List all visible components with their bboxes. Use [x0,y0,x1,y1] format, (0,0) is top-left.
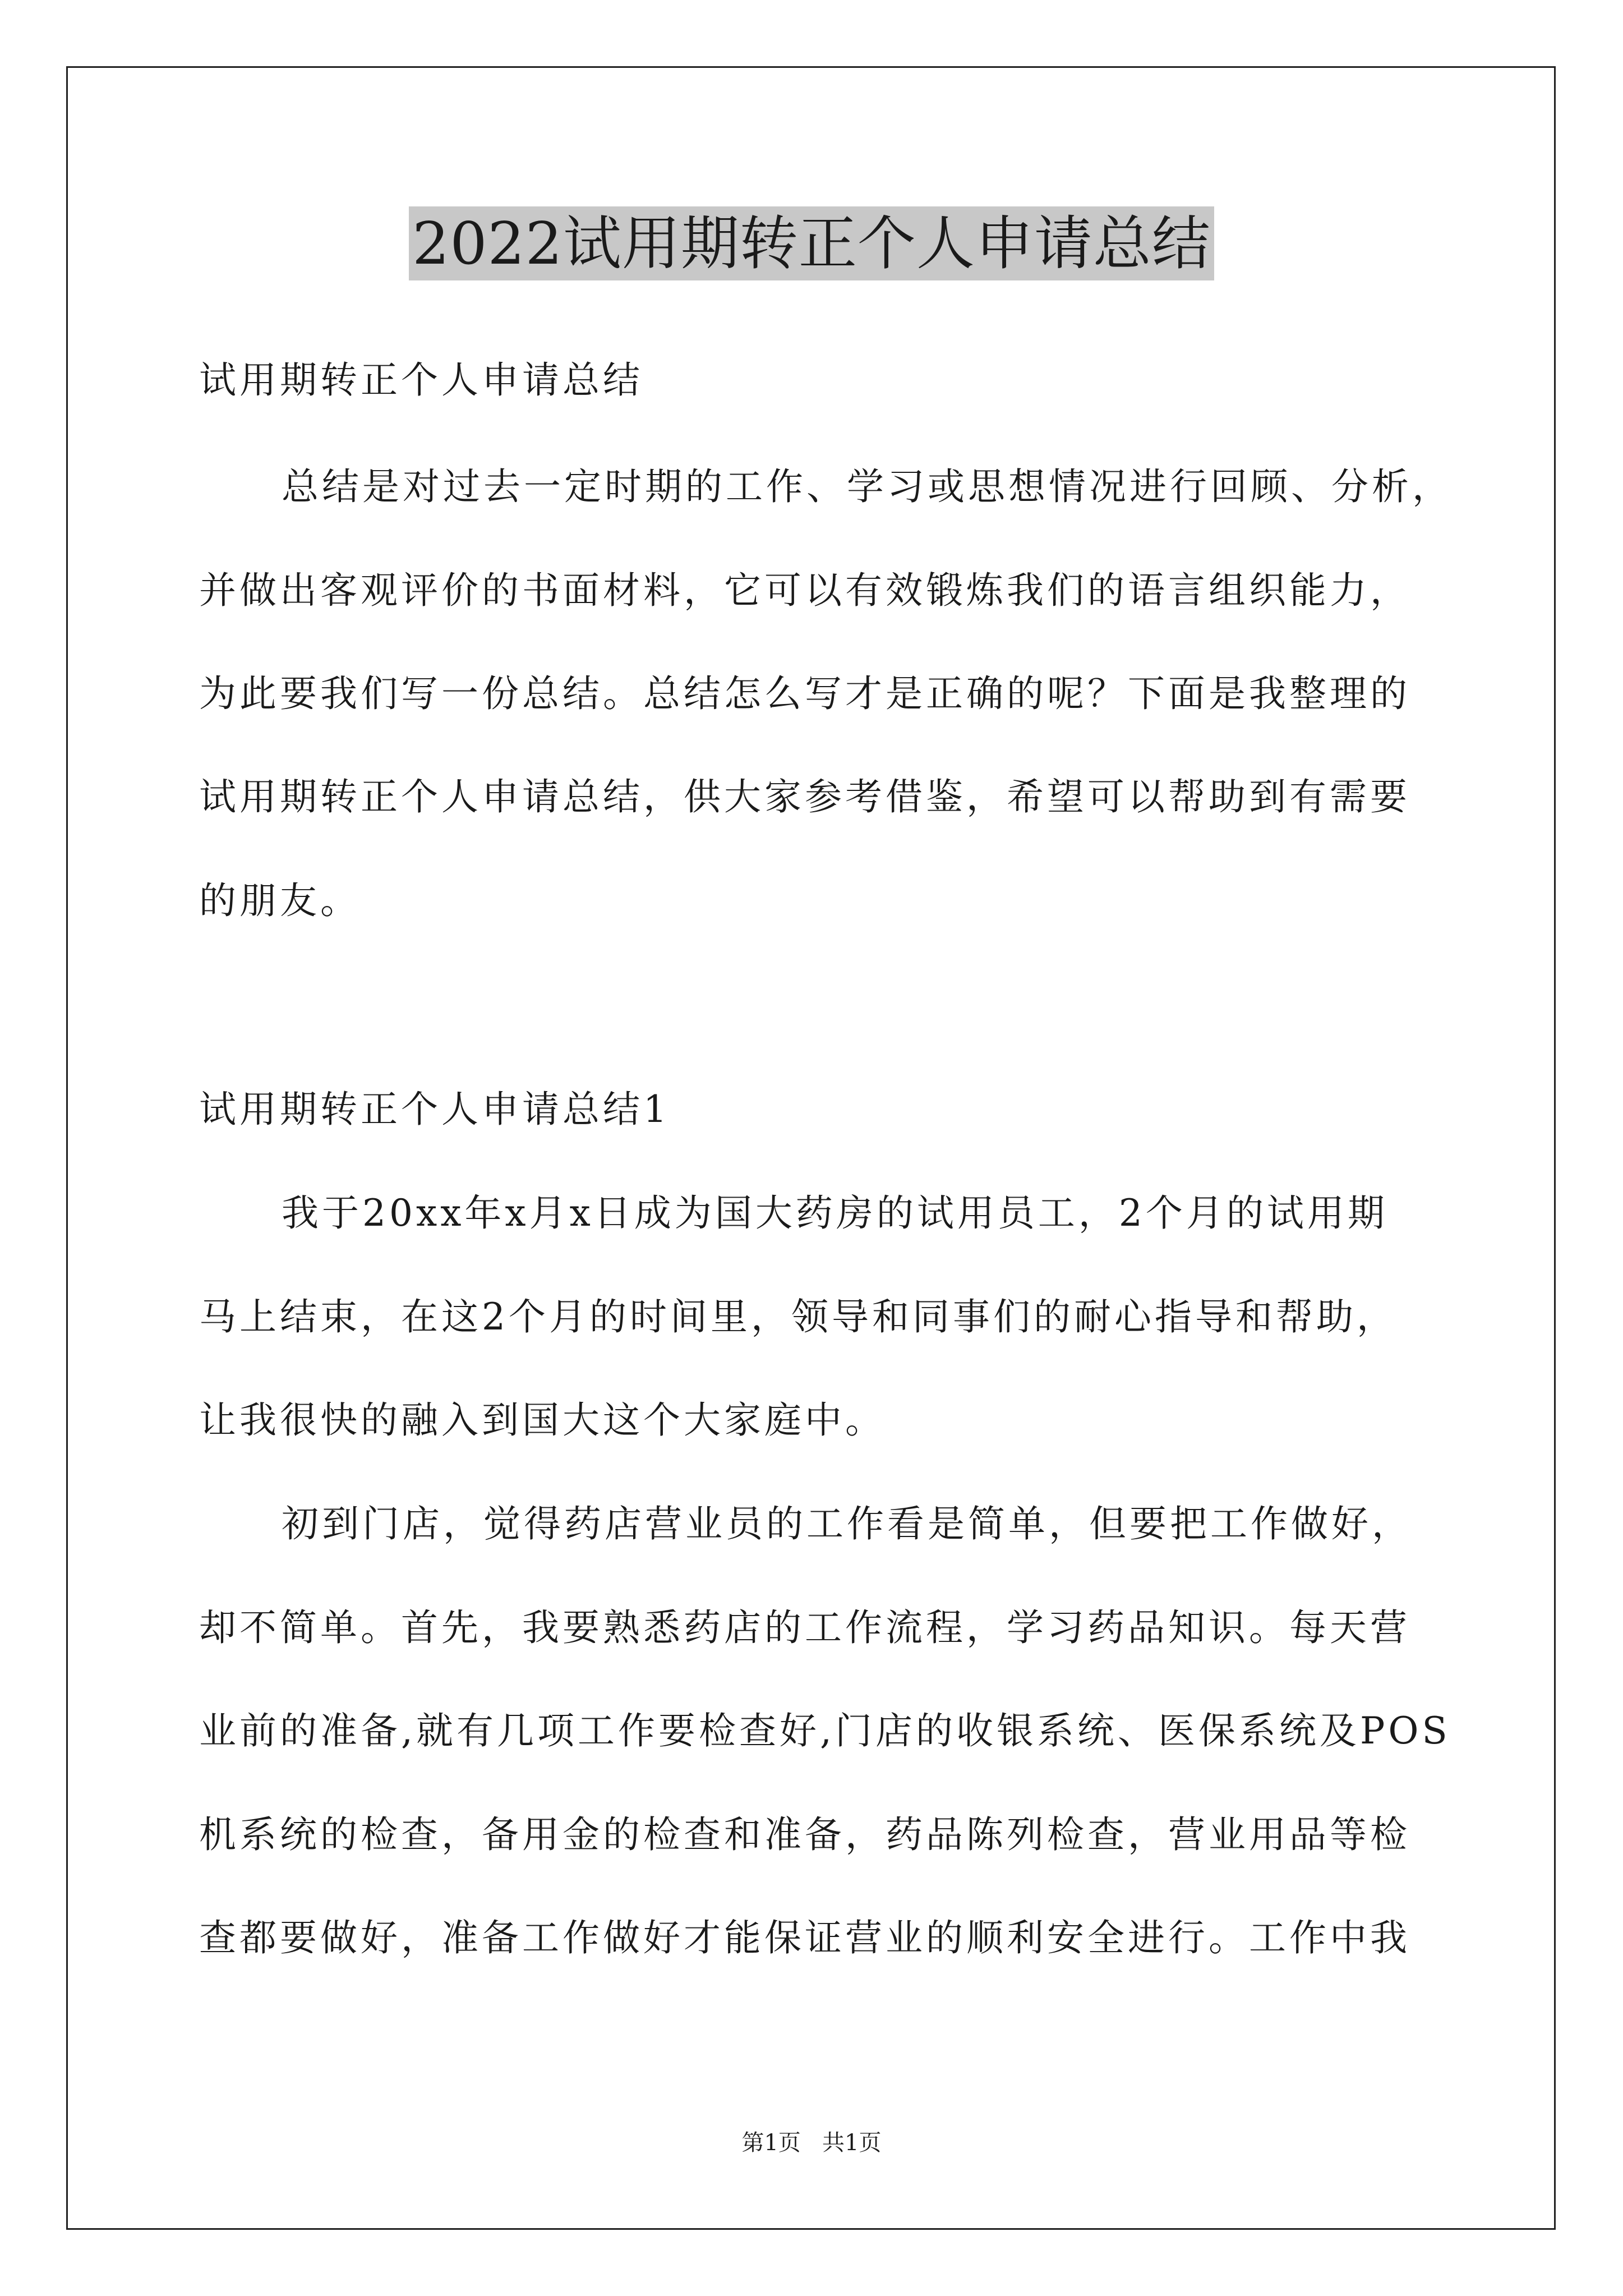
paragraph-line: 机系统的检查，备用金的检查和准备，药品陈列检查，营业用品等检 [199,1813,1410,1856]
page-footer: 第1页 共1页 [741,2130,882,2156]
section-heading: 试用期转正个人申请总结1 [199,1088,670,1131]
document-title: 2022试用期转正个人申请总结 [409,206,1214,280]
title-container [0,206,1623,280]
paragraph-line: 马上结束，在这2个月的时间里，领导和同事们的耐心指导和帮助， [199,1295,1397,1338]
paragraph-line: 业前的准备,就有几项工作要检查好,门店的收银系统、医保系统及POS [199,1709,1451,1752]
paragraph-line: 的朋友。 [199,879,361,922]
paragraph-line: 试用期转正个人申请总结，供大家参考借鉴，希望可以帮助到有需要 [199,775,1410,818]
paragraph-line: 却不简单。首先，我要熟悉药店的工作流程，学习药品知识。每天营 [199,1606,1410,1649]
paragraph-line: 我于20xx年x月x日成为国大药房的试用员工，2个月的试用期 [282,1191,1388,1235]
subtitle-line: 试用期转正个人申请总结 [199,358,643,402]
paragraph-line: 总结是对过去一定时期的工作、学习或思想情况进行回顾、分析， [282,465,1453,508]
paragraph-line: 为此要我们写一份总结。总结怎么写才是正确的呢？下面是我整理的 [199,672,1410,715]
paragraph-line: 查都要做好，准备工作做好才能保证营业的顺利安全进行。工作中我 [199,1916,1410,1959]
paragraph-line: 并做出客观评价的书面材料，它可以有效锻炼我们的语言组织能力， [199,569,1410,612]
paragraph-line: 初到门店，觉得药店营业员的工作看是简单，但要把工作做好， [282,1502,1412,1545]
paragraph-line: 让我很快的融入到国大这个大家庭中。 [199,1398,886,1442]
